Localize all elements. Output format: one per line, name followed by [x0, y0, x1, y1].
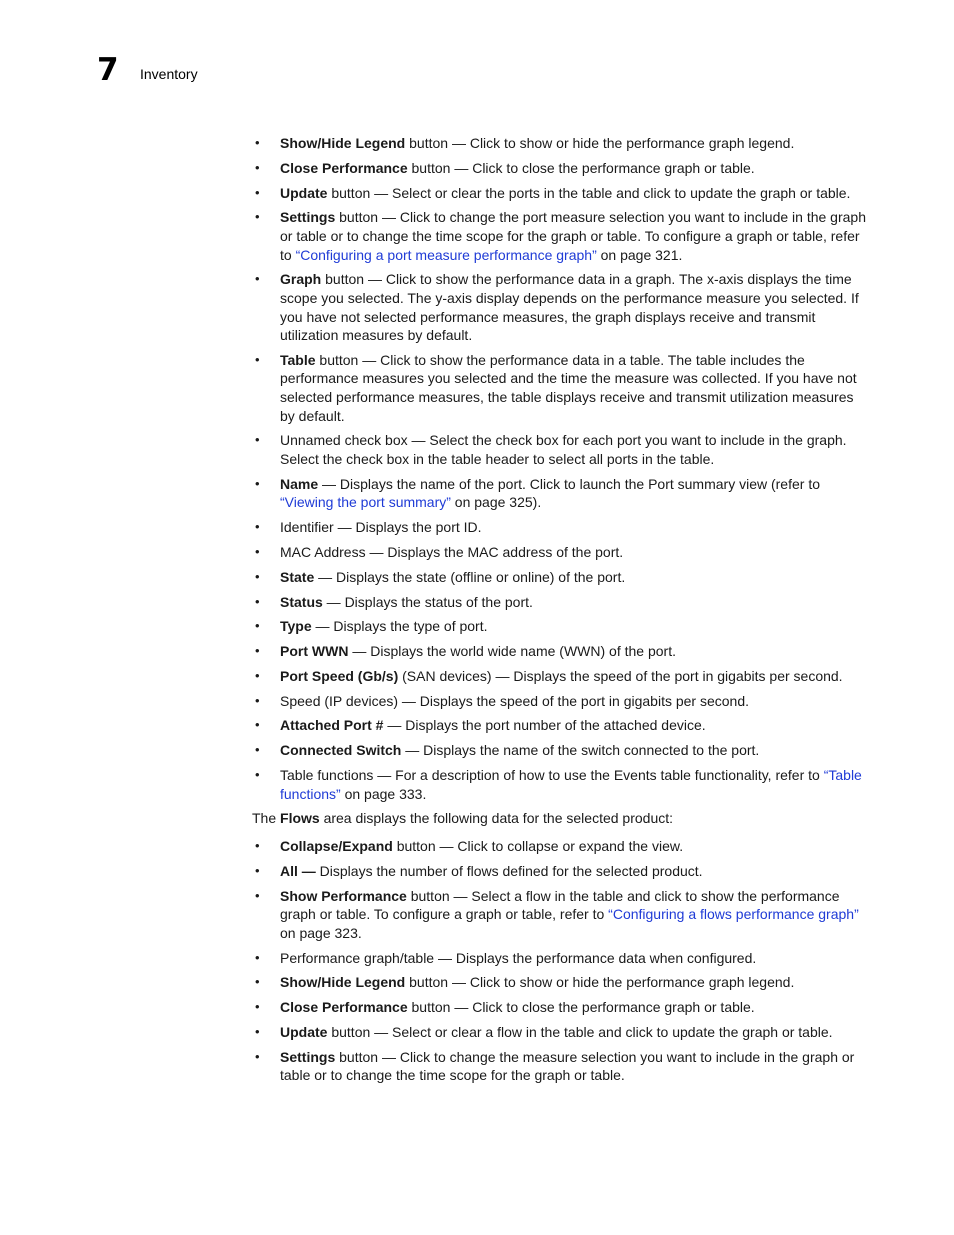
item-description: — Displays the name of the port. Click to launch the Port summary view (refer to — [318, 475, 821, 492]
item-description: Performance graph/table — Displays the performance data when configured. — [280, 949, 757, 966]
item-term: Type — [280, 618, 312, 635]
item-description: Unnamed check box — Select the check box for each port you want to include in the graph. Select the check box in the table header to select all ports in the table. — [280, 432, 847, 468]
list-item — [252, 208, 872, 264]
item-description: button — Click to show the performance data in a table. The table includes the performance measures you selected and the time the measure was collected. If you have not selected performance measures, the table displays receive and transmit utilization measures by default. — [280, 351, 857, 424]
list-item — [252, 692, 872, 711]
item-description: button — Select or clear a flow in the table and click to update the graph or table. — [327, 1023, 833, 1040]
item-term: Collapse/Expand — [280, 837, 393, 854]
item-term: Close Performance — [280, 159, 408, 176]
item-term: Port WWN — [280, 643, 349, 660]
item-description: button — Click to show or hide the performance graph legend. — [405, 135, 795, 151]
bullet-icon: • — [255, 593, 260, 609]
item-term: Show/Hide Legend — [280, 135, 406, 151]
item-description: — Displays the type of port. — [311, 618, 488, 635]
item-term: All — — [280, 862, 316, 879]
item-term: Name — [280, 475, 319, 492]
chapter-title: Inventory — [140, 66, 198, 82]
item-description: button — Click to collapse or expand the view. — [392, 837, 684, 854]
list-item — [252, 518, 872, 537]
item-description: Speed (IP devices) — Displays the speed of the port in gigabits per second. — [280, 692, 750, 709]
cross-reference-link[interactable]: “Configuring a flows performance graph” — [608, 906, 859, 923]
bullet-icon: • — [255, 271, 260, 287]
item-description: button — Click to close the performance graph or table. — [407, 159, 755, 176]
item-page-reference: on page 321. — [596, 246, 683, 263]
flows-intro-after: area displays the following data for the selected product: — [319, 810, 674, 827]
item-term: Settings — [280, 209, 336, 226]
item-description: button — Click to close the performance graph or table. — [407, 999, 755, 1016]
chapter-number: 7 — [97, 52, 119, 88]
bullet-icon: • — [255, 767, 260, 782]
list-item — [252, 134, 872, 153]
flows-intro-before: The — [252, 810, 281, 827]
item-term: Attached Port # — [280, 717, 384, 734]
bullet-icon: • — [255, 618, 260, 634]
bullet-icon: • — [255, 568, 260, 584]
flows-fields-list — [252, 837, 872, 1085]
cross-reference-link[interactable]: “Configuring a port measure performance graph” — [295, 246, 597, 263]
bullet-icon: • — [255, 667, 260, 683]
bullet-icon: • — [255, 543, 260, 559]
bullet-icon: • — [255, 351, 260, 367]
flows-term: Flows — [280, 810, 320, 827]
bullet-icon: • — [255, 742, 260, 758]
list-item — [252, 270, 872, 344]
item-description: — Displays the port number of the attached device. — [383, 717, 706, 734]
item-description: button — Click to show or hide the performance graph legend. — [405, 974, 795, 991]
flows-intro-paragraph — [252, 809, 872, 828]
bullet-icon: • — [255, 999, 260, 1015]
list-item — [252, 543, 872, 562]
bullet-icon: • — [255, 432, 260, 448]
item-description: Displays the number of flows defined for the selected product. — [315, 862, 703, 879]
bullet-icon: • — [255, 717, 260, 733]
list-item — [252, 642, 872, 661]
bullet-icon: • — [255, 887, 260, 903]
item-term: Table — [280, 351, 316, 368]
list-item — [252, 887, 872, 943]
item-description: — Displays the state (offline or online) of the port. — [314, 568, 626, 585]
list-item — [252, 568, 872, 587]
list-item — [252, 973, 872, 992]
bullet-icon: • — [255, 159, 260, 175]
item-description: button — Click to change the port measure selection you want to include in the graph or table or to change the time scope for the graph or table. To configure a graph or table, refer to — [280, 209, 866, 263]
item-description: button — Click to change the measure selection you want to include in the graph or table or to change the time scope for the graph or table. — [280, 1048, 855, 1084]
item-description: — Displays the name of the switch connected to the port. — [401, 742, 760, 759]
bullet-icon: • — [255, 643, 260, 659]
page-body — [252, 134, 872, 1091]
item-page-reference: on page 323. — [280, 924, 362, 941]
list-item — [252, 837, 872, 856]
list-item — [252, 1048, 872, 1085]
item-description: button — Click to show the performance data in a graph. The x-axis displays the time scope you selected. The y-axis display depends on the performance measure you selected. If you have not selected performance measures, the graph displays receive and transmit utilization measures by default. — [280, 271, 859, 344]
item-description: — Displays the status of the port. — [322, 593, 533, 610]
item-term: Show/Hide Legend — [280, 974, 406, 991]
list-item — [252, 1023, 872, 1042]
item-term: Graph — [280, 271, 322, 288]
list-item — [252, 766, 872, 803]
list-item — [252, 475, 872, 512]
item-description: Table functions — For a description of how to use the Events table functionality, refer to — [280, 767, 824, 783]
bullet-icon: • — [255, 974, 260, 990]
item-description: MAC Address — Displays the MAC address of the port. — [280, 543, 624, 560]
bullet-icon: • — [255, 475, 260, 491]
list-item — [252, 998, 872, 1017]
list-item — [252, 862, 872, 881]
item-description: button — Select or clear the ports in the table and click to update the graph or table. — [327, 184, 851, 201]
item-term: Close Performance — [280, 999, 408, 1016]
cross-reference-link[interactable]: “Viewing the port summary” — [280, 494, 451, 511]
item-term: Update — [280, 184, 328, 201]
item-term: Show Performance — [280, 887, 407, 904]
item-page-reference: on page 333. — [340, 785, 427, 802]
list-item — [252, 617, 872, 636]
bullet-icon: • — [255, 184, 260, 200]
bullet-icon: • — [255, 1048, 260, 1064]
item-term: State — [280, 568, 315, 585]
item-page-reference: on page 325). — [450, 494, 542, 511]
list-item — [252, 716, 872, 735]
list-item — [252, 351, 872, 425]
bullet-icon: • — [255, 837, 260, 853]
item-term: Settings — [280, 1048, 336, 1065]
item-description: — Displays the world wide name (WWN) of the port. — [348, 643, 676, 660]
list-item — [252, 184, 872, 203]
list-item — [252, 431, 872, 468]
port-fields-list — [252, 134, 872, 803]
list-item — [252, 667, 872, 686]
item-term: Port Speed (Gb/s) — [280, 667, 399, 684]
cross-reference-link[interactable]: “Table functions” — [280, 767, 862, 802]
bullet-icon: • — [255, 692, 260, 708]
list-item — [252, 741, 872, 760]
list-item — [252, 593, 872, 612]
item-term: Update — [280, 1023, 328, 1040]
item-description: Identifier — Displays the port ID. — [280, 519, 482, 536]
bullet-icon: • — [255, 862, 260, 878]
item-description: (SAN devices) — Displays the speed of the port in gigabits per second. — [398, 667, 843, 684]
item-term: Connected Switch — [280, 742, 402, 759]
bullet-icon: • — [255, 949, 260, 965]
item-term: Status — [280, 593, 323, 610]
bullet-icon: • — [255, 135, 260, 150]
list-item — [252, 159, 872, 178]
bullet-icon: • — [255, 209, 260, 225]
bullet-icon: • — [255, 519, 260, 535]
bullet-icon: • — [255, 1023, 260, 1039]
list-item — [252, 949, 872, 968]
item-description: button — Select a flow in the table and click to show the performance graph or table. To configure a graph or table, refer to — [280, 887, 840, 923]
